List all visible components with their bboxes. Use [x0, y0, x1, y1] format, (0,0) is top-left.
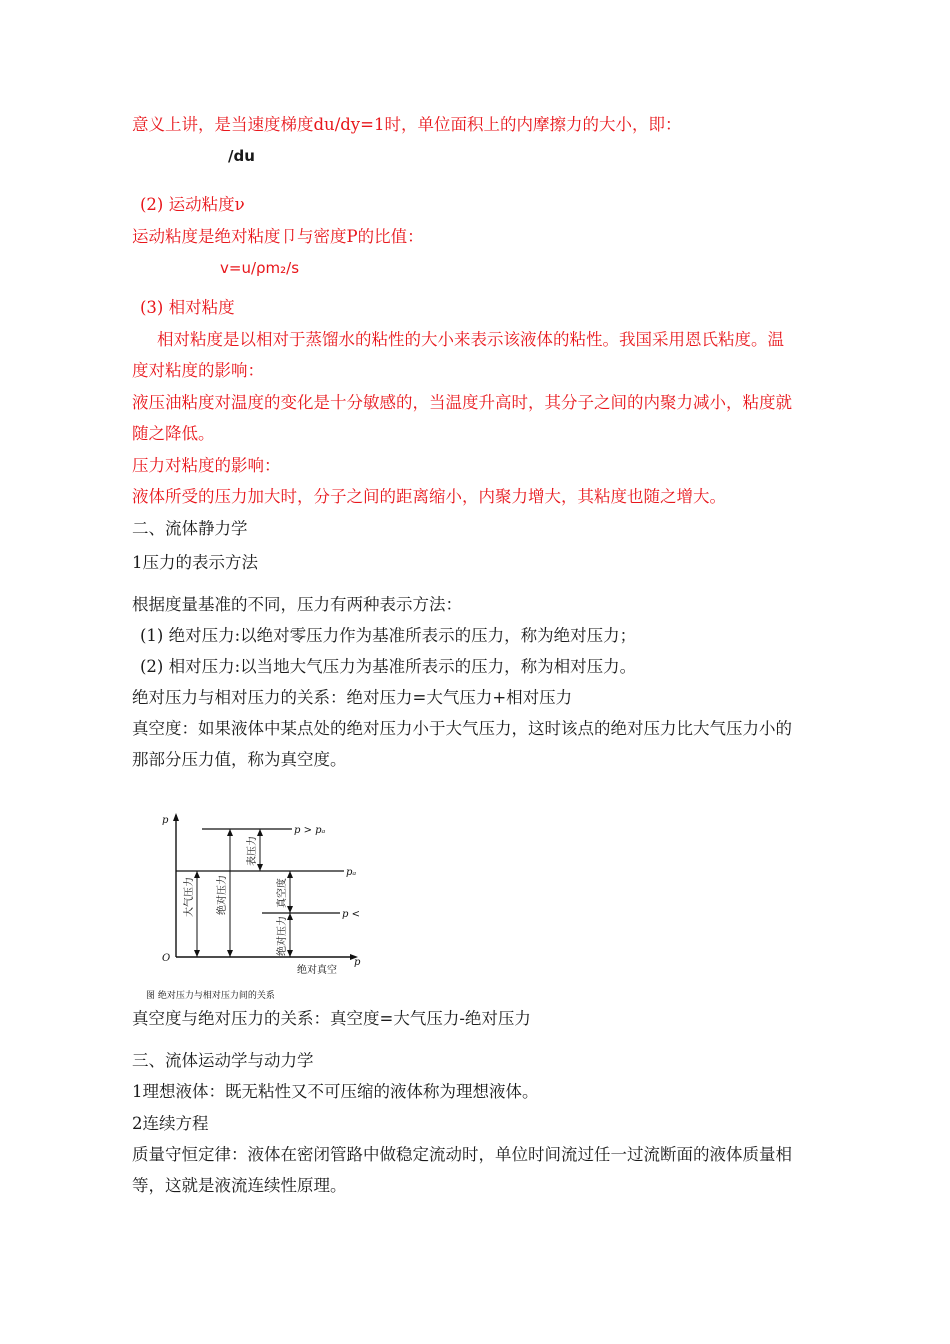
pressure-representation-title: 1压力的表示方法 — [132, 553, 258, 572]
p-lt-label: p < — [342, 909, 360, 920]
formula-du: /du — [228, 147, 255, 165]
continuity-title: 2连续方程 — [132, 1114, 209, 1133]
diagram-caption: 图 绝对压力与相对压力间的关系 — [146, 991, 275, 1000]
pressure-relation: 绝对压力与相对压力的关系：绝对压力=大气压力+相对压力 — [132, 688, 573, 707]
pressure-diagram — [132, 805, 377, 1000]
pressure-heading: 压力对粘度的影响： — [132, 456, 281, 475]
relative-definition-a: 相对粘度是以相对于蒸馏水的粘性的大小来表示该液体的粘性。我国采用恩氏粘度。温 — [157, 330, 784, 349]
vacuum-label: 真空度 — [277, 878, 288, 908]
temperature-effect-a: 液压油粘度对温度的变化是十分敏感的，当温度升高时，其分子之间的内聚力减小，粘度就 — [132, 393, 792, 412]
relative-definition-b: 度对粘度的影响： — [132, 361, 264, 380]
viscosity-line1: 意义上讲，是当速度梯度du/dy=1时，单位面积上的内摩擦力的大小，即： — [132, 115, 682, 134]
atm-pressure-label: 大气压力 — [184, 877, 195, 917]
origin-label: O — [162, 953, 171, 964]
kinematic-heading: (2) 运动粘度ν — [140, 195, 245, 214]
mass-conservation-a: 质量守恒定律：液体在密闭管路中做稳定流动时，单位时间流过任一过流断面的液体质量相 — [132, 1145, 792, 1164]
vacuum-definition-a: 真空度：如果液体中某点处的绝对压力小于大气压力，这时该点的绝对压力比大气压力小的 — [132, 719, 792, 738]
pa-label: pₐ — [346, 867, 357, 878]
x-axis-p-label: p — [354, 957, 361, 968]
vacuum-relation: 真空度与绝对压力的关系：真空度=大气压力-绝对压力 — [132, 1009, 531, 1028]
ideal-liquid: 1理想液体：既无粘性又不可压缩的液体称为理想液体。 — [132, 1082, 539, 1101]
relative-heading: (3) 相对粘度 — [140, 298, 235, 317]
pressure-effect: 液体所受的压力加大时，分子之间的距离缩小，内聚力增大，其粘度也随之增大。 — [132, 487, 726, 506]
relative-pressure-item: (2) 相对压力:以当地大气压力为基准所表示的压力，称为相对压力。 — [140, 657, 637, 676]
abs2-label: 绝对压力 — [277, 916, 288, 956]
temperature-effect-b: 随之降低。 — [132, 424, 215, 443]
y-axis-arrow — [173, 813, 179, 821]
abs-pressure-label: 绝对压力 — [217, 875, 228, 915]
dynamics-section-title: 三、流体运动学与动力学 — [132, 1051, 314, 1070]
gauge-pressure-label: 表压力 — [247, 836, 258, 866]
absolute-vacuum-label: 绝对真空 — [297, 965, 337, 976]
kinematic-definition: 运动粘度是绝对粘度卩与密度P的比值： — [132, 227, 424, 246]
pressure-diagram-svg — [132, 805, 377, 1000]
mass-conservation-b: 等，这就是液流连续性原理。 — [132, 1176, 347, 1195]
formula-kinematic: v=u/ρm₂/s — [220, 259, 300, 277]
statics-section-title: 二、流体静力学 — [132, 519, 248, 538]
pressure-intro: 根据度量基准的不同，压力有两种表示方法： — [132, 595, 462, 614]
vacuum-definition-b: 那部分压力值，称为真空度。 — [132, 750, 347, 769]
absolute-pressure-item: (1) 绝对压力:以绝对零压力作为基准所表示的压力，称为绝对压力； — [140, 626, 637, 645]
axis-p-label: p — [162, 815, 169, 826]
p-gt-label: p > pₐ — [294, 825, 326, 836]
